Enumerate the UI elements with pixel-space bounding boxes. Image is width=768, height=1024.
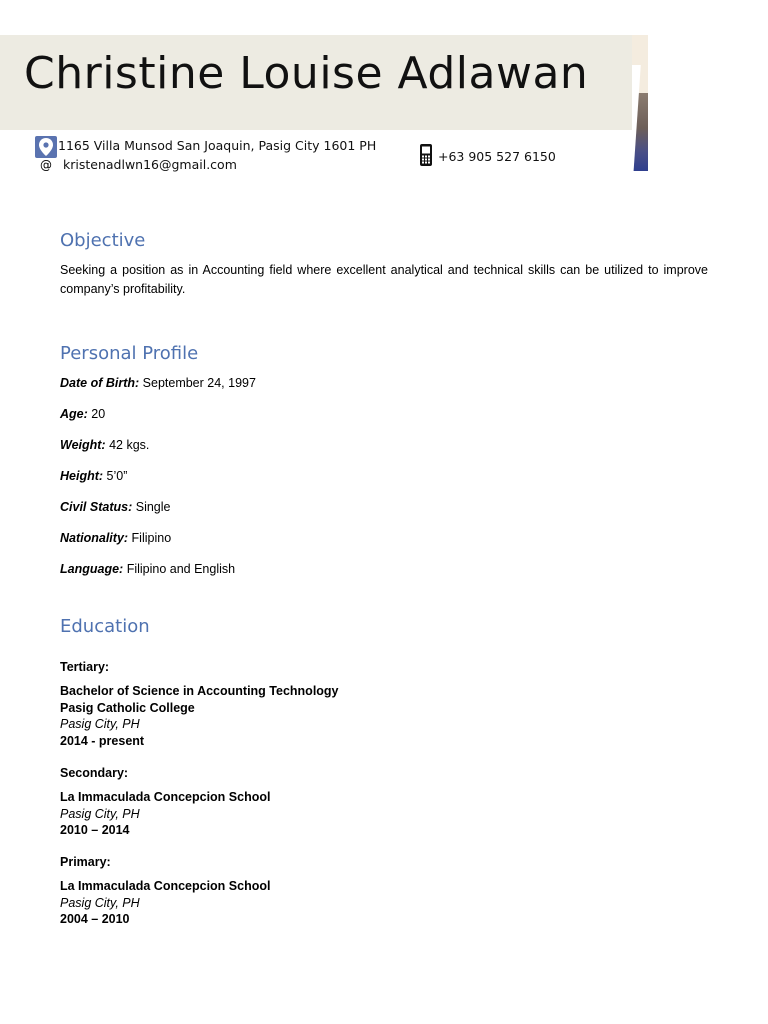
- education-tertiary-entry: [60, 683, 339, 749]
- school-name: La Immaculada Concepcion School: [60, 790, 271, 804]
- field-label: Date of Birth:: [60, 376, 140, 390]
- education-tertiary-heading: Tertiary:: [60, 660, 110, 674]
- school-location: Pasig City, PH: [60, 895, 140, 910]
- field-label: Height:: [60, 469, 104, 483]
- school-years: 2004 – 2010: [60, 912, 130, 926]
- phone-text[interactable]: +63 905 527 6150: [438, 149, 556, 164]
- field-value: 42 kgs.: [109, 438, 150, 452]
- school-years: 2010 – 2014: [60, 823, 130, 837]
- profile-field-nationality: [60, 530, 171, 547]
- field-value: Filipino and English: [126, 562, 236, 576]
- field-label: Civil Status:: [60, 500, 133, 514]
- objective-title: Objective: [60, 230, 146, 251]
- school-name: Pasig Catholic College: [60, 700, 195, 715]
- education-primary-heading: Primary:: [60, 855, 111, 869]
- profile-field-height: [60, 468, 127, 485]
- profile-field-civil-status: [60, 499, 170, 516]
- location-pin-icon: [35, 136, 57, 158]
- school-years: 2014 - present: [60, 733, 145, 748]
- field-value: 20: [91, 407, 106, 421]
- school-location: Pasig City, PH: [60, 806, 140, 821]
- mobile-phone-icon: [419, 143, 433, 172]
- objective-text: Seeking a position as in Accounting field where excellent analytical and technical skills can be utilized to improve company’s profitability.: [60, 263, 708, 296]
- education-secondary-entry: [60, 789, 270, 839]
- personal-profile-title: Personal Profile: [60, 343, 199, 364]
- profile-photo: [632, 35, 648, 171]
- education-secondary-heading: Secondary:: [60, 766, 129, 780]
- school-name: La Immaculada Concepcion School: [60, 879, 271, 893]
- field-value: 5’0”: [106, 469, 128, 483]
- field-label: Language:: [60, 562, 124, 576]
- education-primary-entry: [60, 878, 270, 928]
- candidate-name: Christine Louise Adlawan: [24, 48, 589, 99]
- field-value: September 24, 1997: [142, 376, 256, 390]
- field-label: Age:: [60, 407, 88, 421]
- email-text[interactable]: kristenadlwn16@gmail.com: [63, 157, 237, 172]
- field-value: Single: [135, 500, 171, 514]
- school-location: Pasig City, PH: [60, 717, 140, 731]
- field-label: Weight:: [60, 438, 106, 452]
- education-title: Education: [60, 616, 150, 637]
- field-value: Filipino: [131, 531, 172, 545]
- profile-field-dob: [60, 375, 256, 392]
- address-text: 1165 Villa Munsod San Joaquin, Pasig City 1601 PH: [58, 138, 377, 153]
- at-icon: @: [40, 158, 52, 172]
- profile-field-age: [60, 406, 105, 423]
- profile-field-weight: [60, 437, 149, 454]
- degree-name: Bachelor of Science in Accounting Technology: [60, 684, 339, 698]
- profile-field-language: [60, 561, 235, 578]
- field-label: Nationality:: [60, 531, 129, 545]
